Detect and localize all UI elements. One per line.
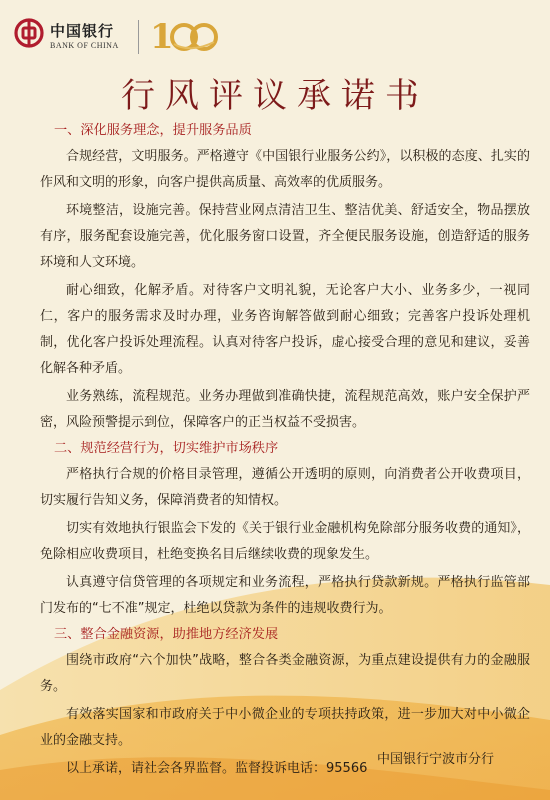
page-title: 行风评议承诺书 (121, 76, 429, 116)
brand-name-cn: 中国银行 (50, 22, 115, 40)
brand-name-en: BANK OF CHINA (50, 41, 119, 50)
header-divider (138, 20, 139, 54)
paragraph: 围绕市政府“六个加快”战略，整合各类金融资源，为重点建设提供有力的金融服务。 (40, 653, 530, 694)
paragraph: 合规经营，文明服务。严格遵守《中国银行业服务公约》，以积极的态度、扎实的作风和文明的形象，向客户提供高质量、高效率的优质服务。 (40, 149, 530, 190)
signature: 中国银行宁波市分行 (376, 752, 494, 767)
centennial-100-logo-icon (148, 16, 218, 58)
section-2 (40, 438, 530, 622)
paragraph: 业务熟练，流程规范。业务办理做到准确快捷，流程规范高效，账户安全保护严密，风险预警提示到位，保障客户的正当权益不受损害。 (40, 389, 530, 430)
paragraph: 有效落实国家和市政府关于中小微企业的专项扶持政策，进一步加大对中小微企业的金融支持。 (40, 707, 530, 748)
paragraph: 严格执行合规的价格目录管理，遵循公开透明的原则，向消费者公开收费项目，切实履行告知义务，保障消费者的知情权。 (40, 467, 530, 508)
header (14, 10, 254, 60)
bank-of-china-logo-icon (14, 18, 44, 48)
commitment-body (40, 120, 530, 784)
paragraph: 认真遵守信贷管理的各项规定和业务流程，严格执行贷款新规。严格执行监管部门发布的“七不准”规定，杜绝以贷款为条件的违规收费行为。 (40, 575, 530, 616)
closing-statement: 以上承诺，请社会各界监督。监督投诉电话：95566 (66, 761, 368, 776)
section-heading: 三、整合金融资源，助推地方经济发展 (54, 627, 279, 642)
section-1 (40, 120, 530, 436)
section-heading: 一、深化服务理念，提升服务品质 (54, 123, 252, 138)
svg-text:1: 1 (150, 17, 174, 57)
section-heading: 二、规范经营行为，切实维护市场秩序 (54, 441, 279, 456)
paragraph: 耐心细致，化解矛盾。对待客户文明礼貌，无论客户大小、业务多少，一视同仁，客户的服务需求及时办理，业务咨询解答做到耐心细致；完善客户投诉处理机制，优化客户投诉处理流程。认真对待客户投诉，虚心接受合理的意见和建议，妥善化解各种矛盾。 (40, 283, 530, 376)
paragraph: 切实有效地执行银监会下发的《关于银行业金融机构免除部分服务收费的通知》，免除相应收费项目，杜绝变换名目后继续收费的现象发生。 (40, 521, 530, 562)
paragraph: 环境整洁，设施完善。保持营业网点清洁卫生、整洁优美、舒适安全，物品摆放有序，服务配套设施完善，优化服务窗口设置，齐全便民服务设施，创造舒适的服务环境和人文环境。 (40, 203, 530, 270)
